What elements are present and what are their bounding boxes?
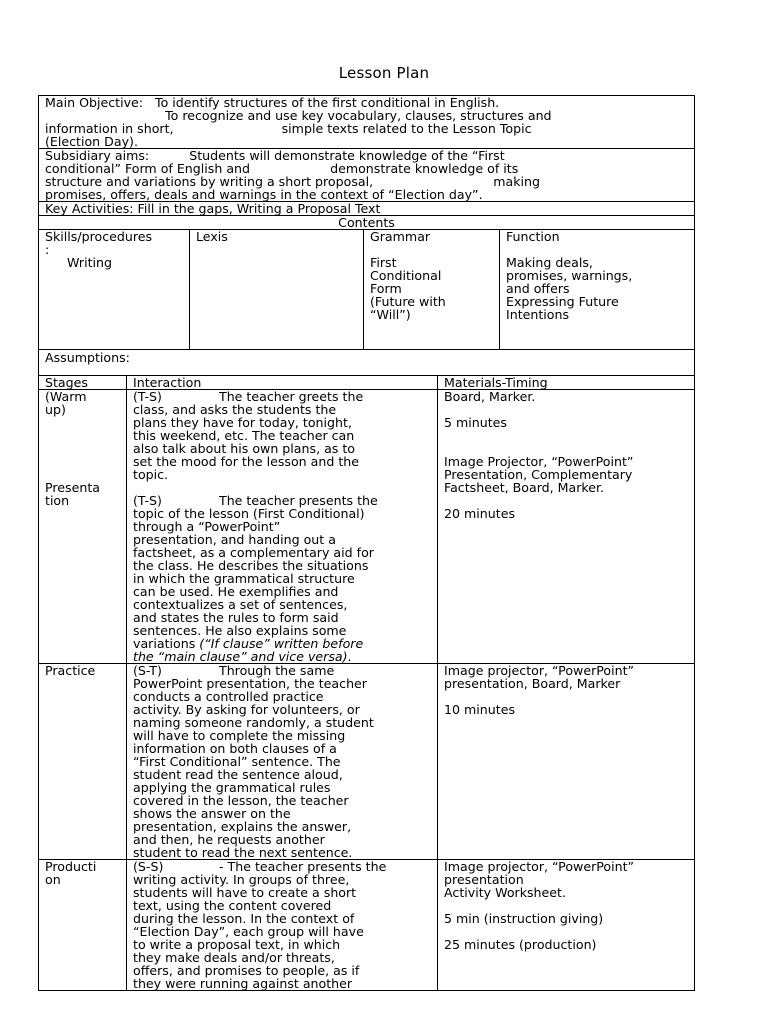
materials-line: Activity Worksheet. bbox=[444, 885, 566, 900]
contents-header bbox=[38, 216, 695, 230]
interaction-cell bbox=[126, 390, 437, 663]
interaction-line: text, using the content covered bbox=[133, 898, 332, 913]
interaction-code: (T-S) bbox=[133, 493, 162, 508]
interaction-code: (S-T) bbox=[133, 663, 162, 678]
interaction-line: this weekend, etc. The teacher can bbox=[133, 428, 355, 443]
lesson-plan-document bbox=[38, 95, 695, 991]
materials-line: Factsheet, Board, Marker. bbox=[444, 480, 605, 495]
interaction-line: presentation, explains the answer, bbox=[133, 819, 352, 834]
interaction-line: The teacher presents the bbox=[219, 493, 378, 508]
materials-header: Materials-Timing bbox=[437, 376, 694, 389]
interaction-line: topic of the lesson (First Conditional) bbox=[133, 506, 365, 521]
grammar-line: Form bbox=[370, 281, 402, 296]
interaction-line: class, and asks the students the bbox=[133, 402, 337, 417]
page-title: Lesson Plan bbox=[338, 64, 430, 82]
interaction-code: (S-S) bbox=[133, 859, 164, 874]
key-activities-text: Key Activities: Fill in the gaps, Writing a Proposal Text bbox=[45, 201, 381, 216]
function-header: Function bbox=[506, 229, 560, 244]
key-activities-block bbox=[38, 202, 695, 216]
interaction-line: during the lesson. In the context of bbox=[133, 911, 355, 926]
interaction-line: sentences. He also explains some bbox=[133, 623, 347, 638]
grammar-cell bbox=[363, 230, 499, 349]
stage-label: (Warm bbox=[45, 389, 87, 404]
function-line: Expressing Future bbox=[506, 294, 619, 309]
materials-cell bbox=[437, 390, 694, 663]
interaction-line: variations bbox=[133, 636, 200, 651]
stages-table bbox=[38, 376, 695, 991]
interaction-punct: . bbox=[347, 649, 352, 664]
interaction-line: factsheet, as a complementary aid for bbox=[133, 545, 374, 560]
interaction-line: writing activity. In groups of three, bbox=[133, 872, 350, 887]
interaction-line: information on both clauses of a bbox=[133, 741, 337, 756]
interaction-line: student read the sentence aloud, bbox=[133, 767, 343, 782]
materials-line: Board, Marker. bbox=[444, 389, 536, 404]
skills-value: Writing bbox=[67, 255, 112, 270]
function-line: Intentions bbox=[506, 307, 570, 322]
materials-line: presentation bbox=[444, 872, 524, 887]
interaction-line: and states the rules to form said bbox=[133, 610, 339, 625]
materials-line: Image Projector, “PowerPoint” bbox=[444, 454, 634, 469]
subsidiary-line: conditional” Form of English and demonstrate knowledge of its bbox=[45, 161, 519, 176]
interaction-line: offers, and promises to people, as if bbox=[133, 963, 360, 978]
lexis-header: Lexis bbox=[196, 229, 228, 244]
stage-label: on bbox=[45, 872, 61, 887]
interaction-cell bbox=[126, 664, 437, 859]
stage-label: Producti bbox=[45, 859, 97, 874]
stage-label: Presenta bbox=[45, 480, 100, 495]
table-row bbox=[39, 663, 694, 859]
interaction-line: to write a proposal text, in which bbox=[133, 937, 341, 952]
interaction-line: shows the answer on the bbox=[133, 806, 291, 821]
interaction-line: students will have to create a short bbox=[133, 885, 357, 900]
interaction-line: the class. He describes the situations bbox=[133, 558, 369, 573]
materials-line: Image projector, “PowerPoint” bbox=[444, 859, 635, 874]
interaction-line: topic. bbox=[133, 467, 169, 482]
stages-header-row bbox=[39, 376, 694, 389]
skills-header: Skills/procedures bbox=[45, 229, 153, 244]
skills-cell bbox=[39, 230, 189, 349]
grammar-header: Grammar bbox=[370, 229, 431, 244]
interaction-line: activity. By asking for volunteers, or bbox=[133, 702, 360, 717]
interaction-line: will have to complete the missing bbox=[133, 728, 346, 743]
interaction-line: also talk about his own plans, as to bbox=[133, 441, 355, 456]
interaction-line: contextualizes a set of sentences, bbox=[133, 597, 348, 612]
materials-line: Presentation, Complementary bbox=[444, 467, 633, 482]
interaction-line: applying the grammatical rules bbox=[133, 780, 331, 795]
lexis-cell bbox=[189, 230, 363, 349]
grammar-line: Conditional bbox=[370, 268, 442, 283]
stage-cell bbox=[39, 664, 126, 859]
interaction-line: plans they have for today, tonight, bbox=[133, 415, 352, 430]
interaction-line: they make deals and/or threats, bbox=[133, 950, 335, 965]
subsidiary-line: promises, offers, deals and warnings in the context of “Election day”. bbox=[45, 187, 483, 202]
function-line: Making deals, bbox=[506, 255, 593, 270]
subsidiary-aims-block bbox=[38, 149, 695, 202]
timing-line: 25 minutes (production) bbox=[444, 937, 597, 952]
function-line: and offers bbox=[506, 281, 570, 296]
objective-line: (Election Day). bbox=[45, 134, 138, 149]
subsidiary-line: structure and variations by writing a short proposal, making bbox=[45, 174, 540, 189]
interaction-line: Through the same bbox=[219, 663, 335, 678]
assumptions-label: Assumptions: bbox=[45, 350, 130, 365]
assumptions-block bbox=[38, 350, 695, 376]
function-cell bbox=[499, 230, 694, 349]
stage-label: Practice bbox=[45, 663, 96, 678]
stage-cell bbox=[39, 860, 126, 990]
stage-label: up) bbox=[45, 402, 66, 417]
interaction-line: PowerPoint presentation, the teacher bbox=[133, 676, 367, 691]
interaction-line: - The teacher presents the bbox=[219, 859, 387, 874]
interaction-line: set the mood for the lesson and the bbox=[133, 454, 360, 469]
stage-label: tion bbox=[45, 493, 70, 508]
interaction-italic: (“If clause” written before bbox=[199, 636, 364, 651]
interaction-line: in which the grammatical structure bbox=[133, 571, 355, 586]
grammar-line: (Future with bbox=[370, 294, 446, 309]
table-row bbox=[39, 389, 694, 663]
contents-label: Contents bbox=[338, 215, 395, 230]
skills-colon: : bbox=[45, 242, 50, 257]
materials-cell bbox=[437, 664, 694, 859]
table-row bbox=[39, 859, 694, 990]
stage-cell bbox=[39, 390, 126, 663]
interaction-line: The teacher greets the bbox=[219, 389, 364, 404]
interaction-line: they were running against another bbox=[133, 976, 353, 991]
interaction-line: “Election Day”, each group will have bbox=[133, 924, 364, 939]
objective-line: Main Objective: To identify structures of the first conditional in English. bbox=[45, 95, 500, 110]
objective-line: To recognize and use key vocabulary, clauses, structures and bbox=[45, 108, 552, 123]
grammar-line: First bbox=[370, 255, 397, 270]
interaction-line: “First Conditional” sentence. The bbox=[133, 754, 341, 769]
interaction-header: Interaction bbox=[126, 376, 437, 389]
interaction-line: can be used. He exemplifies and bbox=[133, 584, 339, 599]
interaction-line: naming someone randomly, a student bbox=[133, 715, 374, 730]
interaction-cell bbox=[126, 860, 437, 990]
timing-line: 5 min (instruction giving) bbox=[444, 911, 604, 926]
timing-line: 10 minutes bbox=[444, 702, 516, 717]
interaction-line: and then, he requests another bbox=[133, 832, 325, 847]
main-objective-block bbox=[38, 95, 695, 149]
interaction-line: conducts a controlled practice bbox=[133, 689, 324, 704]
grammar-line: “Will”) bbox=[370, 307, 411, 322]
interaction-line: presentation, and handing out a bbox=[133, 532, 336, 547]
timing-line: 5 minutes bbox=[444, 415, 507, 430]
stages-header: Stages bbox=[45, 375, 88, 390]
materials-line: Image projector, “PowerPoint” bbox=[444, 663, 635, 678]
materials-cell bbox=[437, 860, 694, 990]
materials-line: presentation, Board, Marker bbox=[444, 676, 621, 691]
interaction-italic: the “main clause” and vice versa) bbox=[133, 649, 348, 664]
timing-line: 20 minutes bbox=[444, 506, 516, 521]
interaction-code: (T-S) bbox=[133, 389, 162, 404]
interaction-line: covered in the lesson, the teacher bbox=[133, 793, 349, 808]
skills-table bbox=[38, 230, 695, 350]
subsidiary-line: Subsidiary aims: Students will demonstrate knowledge of the “First bbox=[45, 148, 505, 163]
objective-line: information in short, simple texts related to the Lesson Topic bbox=[45, 121, 532, 136]
interaction-line: student to read the next sentence. bbox=[133, 845, 353, 860]
function-line: promises, warnings, bbox=[506, 268, 633, 283]
interaction-line: through a “PowerPoint” bbox=[133, 519, 281, 534]
